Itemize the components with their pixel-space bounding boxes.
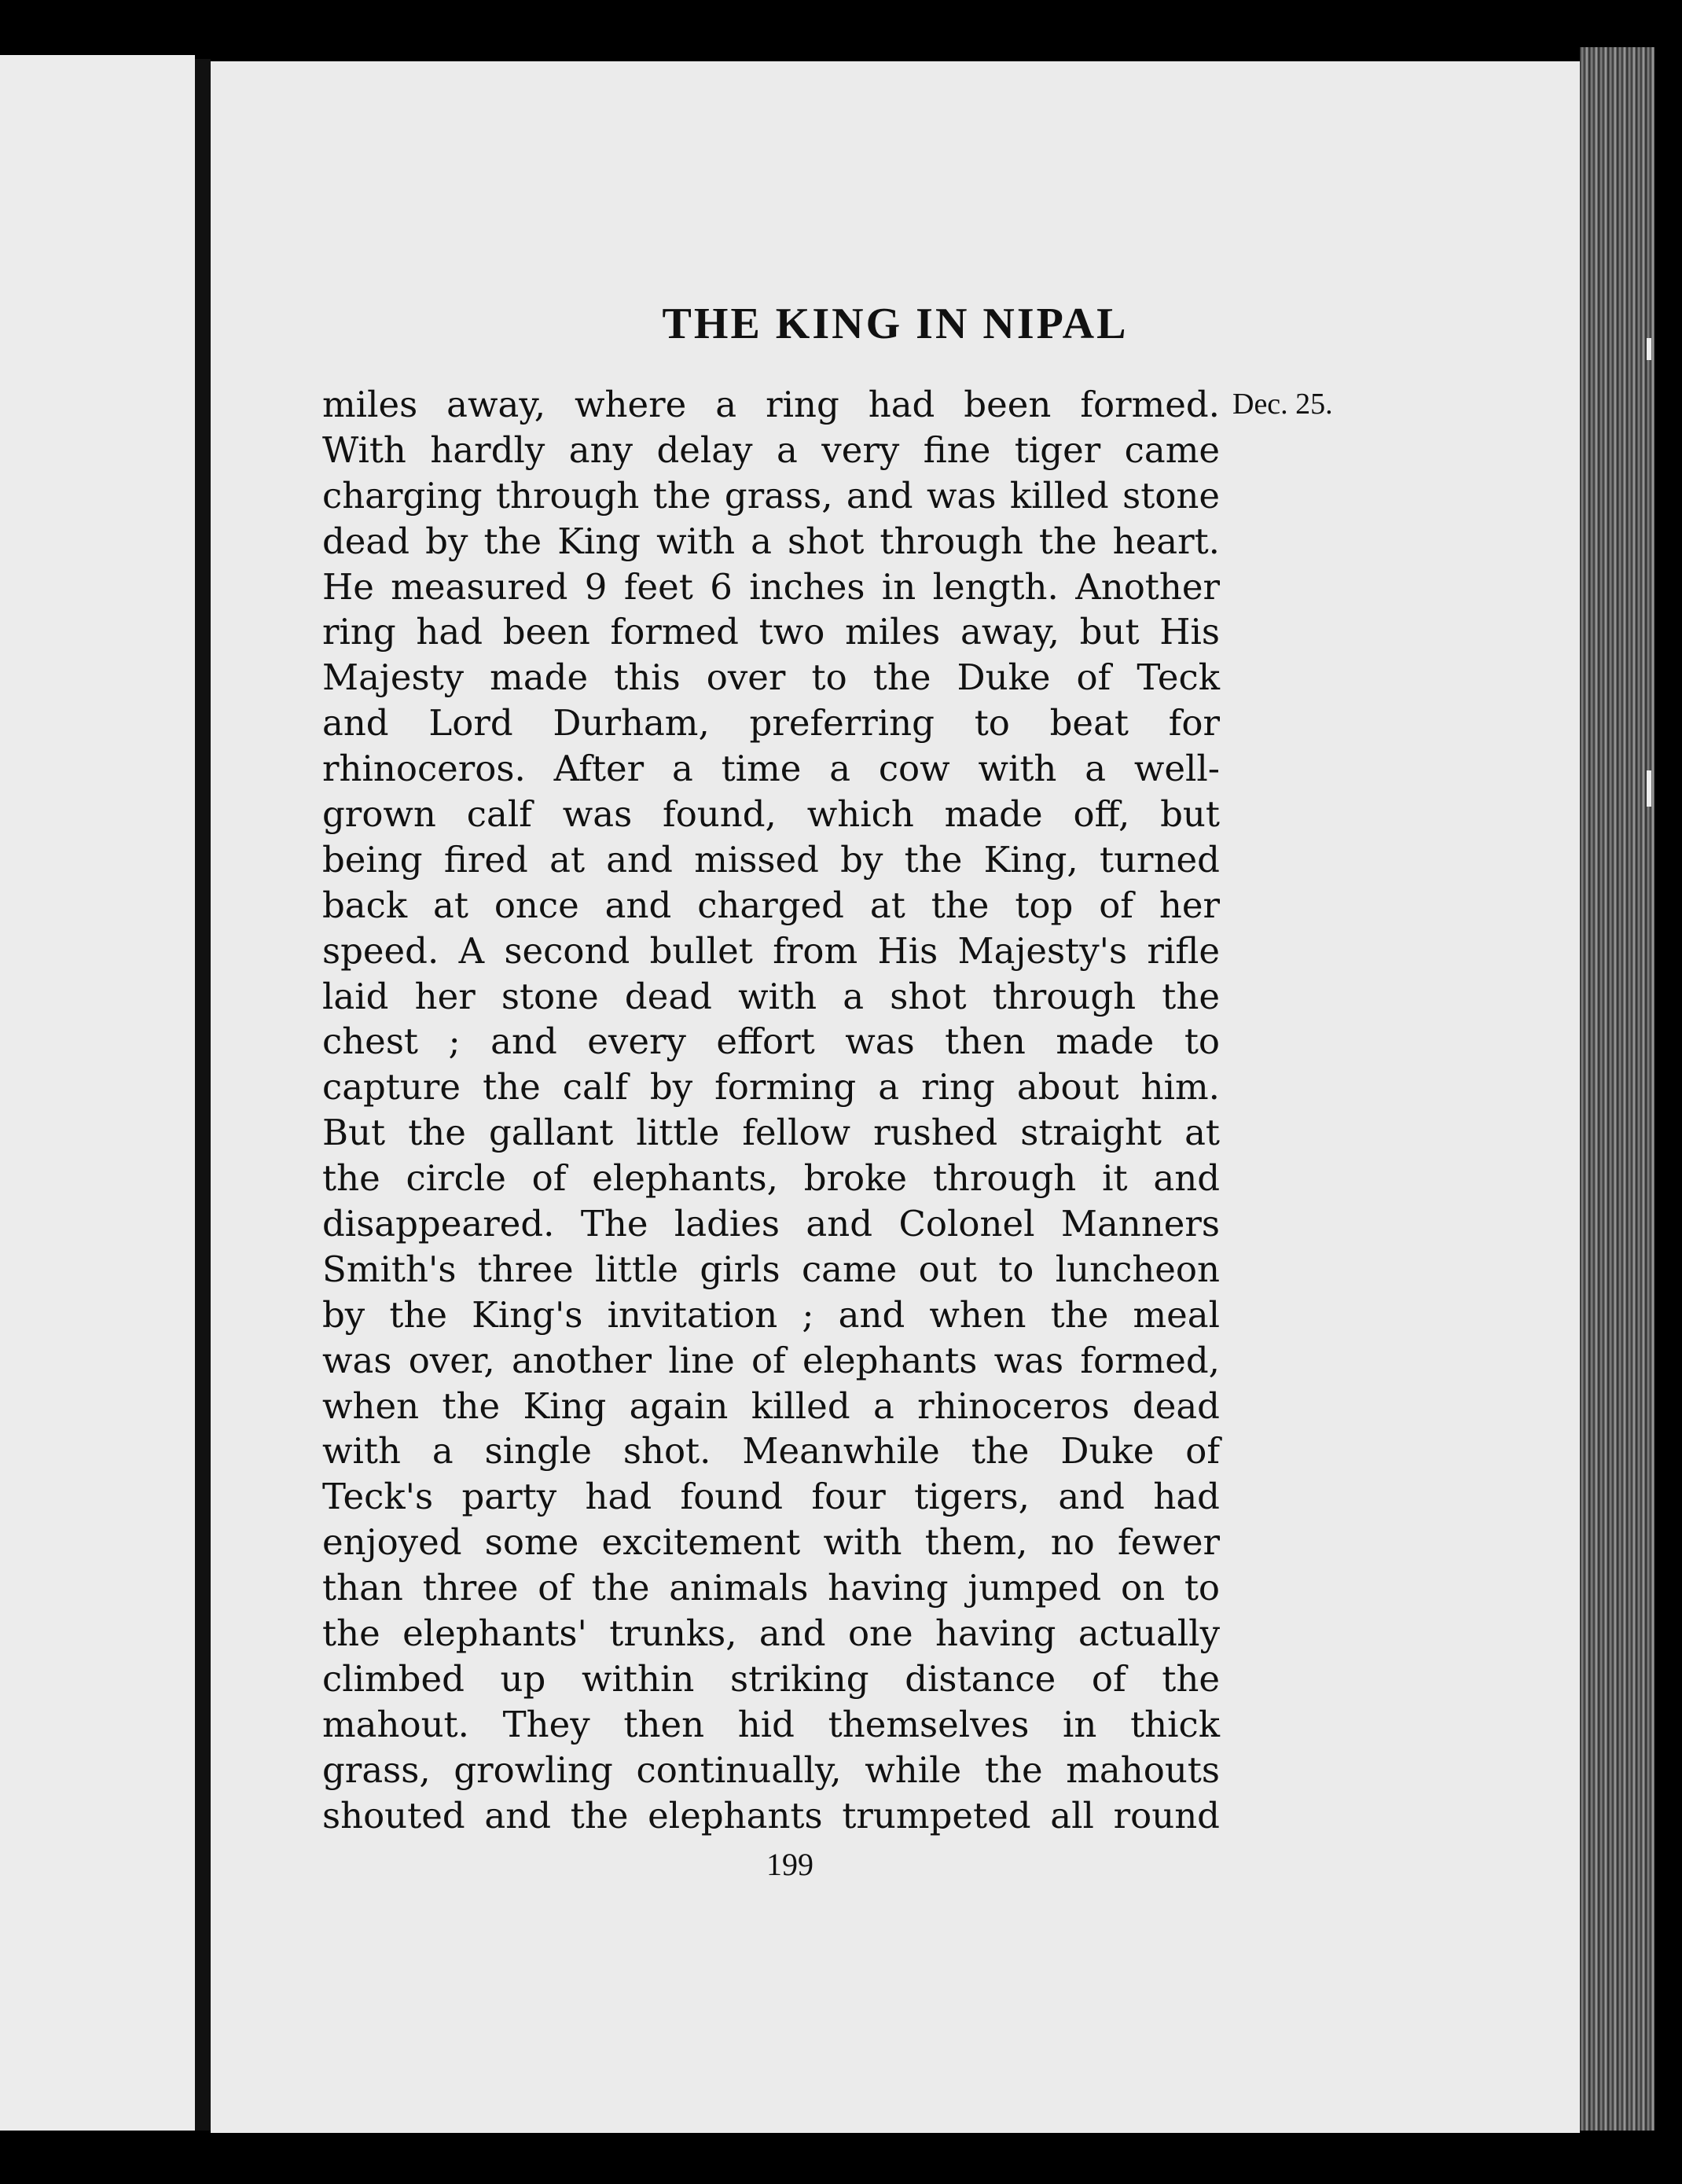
text-line: was over, another line of elephants was formed,	[322, 1339, 1220, 1381]
text-line: He measured 9 feet 6 inches in length. Another	[322, 565, 1220, 608]
text-line: and Lord Durham, preferring to beat for	[322, 702, 1220, 745]
text-line: by the King's invitation ; and when the meal	[322, 1293, 1220, 1336]
text-line: being fired at and missed by the King, turned	[322, 838, 1220, 881]
text-line: grass, growling continually, while the mahouts	[322, 1748, 1220, 1791]
text-line: But the gallant little fellow rushed straight at	[322, 1112, 1220, 1154]
text-line: disappeared. The ladies and Colonel Manners	[322, 1203, 1220, 1245]
facing-page-edge	[0, 55, 195, 2131]
text-line: enjoyed some excitement with them, no fewer	[322, 1521, 1220, 1564]
edge-mark	[1647, 770, 1651, 807]
text-line: ring had been formed two miles away, but His	[322, 611, 1220, 653]
text-line: grown calf was found, which made off, but	[322, 793, 1220, 836]
text-line: Teck's party had found four tigers, and had	[322, 1476, 1220, 1518]
text-line: back at once and charged at the top of her	[322, 884, 1220, 926]
page-number: 199	[766, 1847, 813, 1882]
text-line: than three of the animals having jumped on to	[322, 1567, 1220, 1609]
text-line: the elephants' trunks, and one having actually	[322, 1612, 1220, 1655]
gutter-shadow	[195, 59, 211, 2131]
text-line: With hardly any delay a very fine tiger came	[322, 428, 1220, 471]
text-line: rhinoceros. After a time a cow with a well-	[322, 748, 1220, 790]
text-line: laid her stone dead with a shot through the	[322, 975, 1220, 1017]
running-head: THE KING IN NIPAL	[662, 300, 1129, 348]
text-line: with a single shot. Meanwhile the Duke of	[322, 1430, 1220, 1473]
body-text	[322, 382, 1220, 1839]
text-line: dead by the King with a shot through the heart.	[322, 520, 1220, 562]
text-line: capture the calf by forming a ring about him.	[322, 1066, 1220, 1109]
text-line: speed. A second bullet from His Majesty's rifle	[322, 929, 1220, 972]
page-stack-edge	[1580, 47, 1654, 2131]
text-line: Smith's three little girls came out to luncheon	[322, 1248, 1220, 1290]
book-page	[211, 61, 1580, 2133]
text-line: when the King again killed a rhinoceros dead	[322, 1384, 1220, 1427]
text-line: shouted and the elephants trumpeted all round	[322, 1794, 1220, 1837]
text-line: Majesty made this over to the Duke of Teck	[322, 656, 1220, 699]
edge-mark	[1647, 338, 1651, 360]
margin-date-note: Dec. 25.	[1232, 388, 1333, 421]
text-line: the circle of elephants, broke through it and	[322, 1157, 1220, 1200]
text-line: charging through the grass, and was killed stone	[322, 474, 1220, 517]
text-line: climbed up within striking distance of the	[322, 1657, 1220, 1700]
text-line: chest ; and every effort was then made to	[322, 1020, 1220, 1063]
text-line: miles away, where a ring had been formed.	[322, 384, 1220, 425]
text-line: mahout. They then hid themselves in thick	[322, 1703, 1220, 1745]
